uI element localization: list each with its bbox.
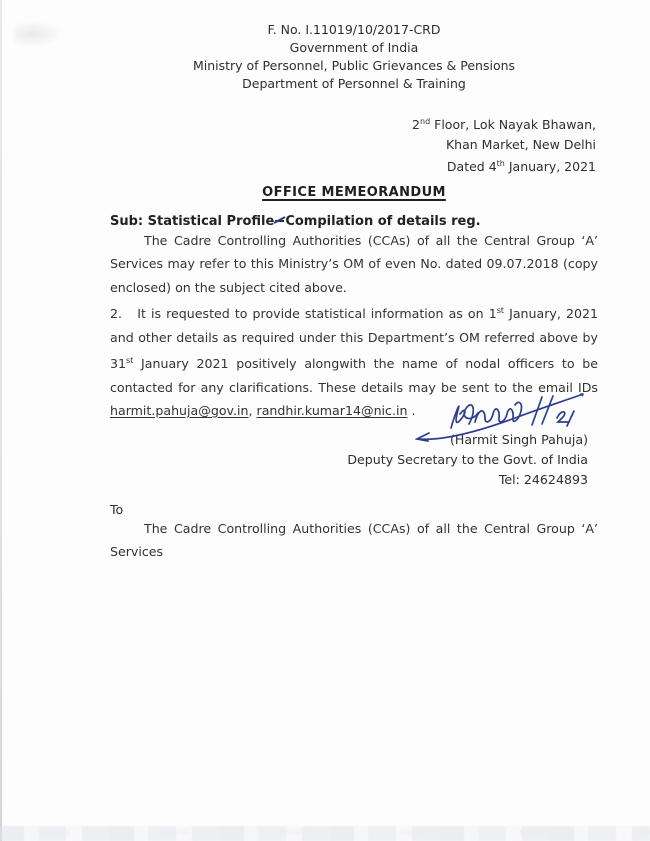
- address-line-2: Khan Market, New Delhi: [445, 136, 596, 152]
- file-number: F. No. I.11019/10/2017-CRD: [267, 22, 441, 37]
- memo-content: [110, 0, 598, 564]
- org-line-department: Department of Personnel & Training: [242, 76, 466, 91]
- addressee: The Cadre Controlling Authorities (CCAs) of all the Central Group ‘A’ Services: [110, 520, 598, 559]
- memo-title: OFFICE MEMEORANDUM: [262, 184, 446, 200]
- scan-bottom-artifact-2: [0, 829, 650, 835]
- address-date-block: [110, 112, 598, 177]
- to-label: To: [110, 501, 124, 517]
- ordinal-superscript: st: [496, 306, 505, 315]
- email-link-randhir[interactable]: randhir.kumar14@nic.in: [256, 403, 408, 418]
- signatory-name: (Harmit Singh Pahuja): [449, 431, 588, 447]
- ordinal-superscript: nd: [420, 117, 431, 126]
- letterhead: [110, 21, 598, 93]
- ordinal-superscript: st: [126, 356, 134, 365]
- org-line-ministry: Ministry of Personnel, Public Grievances & Pensions: [192, 58, 516, 73]
- org-line-government: Government of India: [289, 40, 419, 55]
- email-link-harmit[interactable]: harmit.pahuja@gov.in: [110, 403, 249, 418]
- pen-stroke-mark: [274, 214, 285, 226]
- signature-block: [110, 430, 598, 490]
- scan-smudge-artifact: [14, 22, 60, 46]
- date-line: Dated 4th January, 2021: [446, 159, 596, 174]
- address-line-1: 2nd Floor, Lok Nayak Bhawan,: [412, 117, 596, 132]
- paragraph-1: The Cadre Controlling Authorities (CCAs) of all the Central Group ‘A’ Services may refer to this Ministry’s OM of even No. dated 09.07.2018 (copy enclosed) on the subject cited above.: [110, 232, 598, 295]
- ordinal-superscript: th: [496, 159, 505, 168]
- subject-line: Sub: Statistical Profile Compilation of details reg.: [110, 213, 481, 229]
- signatory-designation: Deputy Secretary to the Govt. of India: [347, 451, 588, 467]
- paragraph-2: 2. It is requested to provide statistical information as on 1st January, 2021 and other details as required under this Department’s OM referred above by 31st January 2021 positively alongwith the name of nodal officers to be contacted for any clarifications. These details may be sent to the email IDs harmit.pahuja@gov.in, randhir.kumar14@nic.in .: [110, 306, 598, 418]
- scan-edge-artifact: [0, 0, 2, 841]
- signatory-phone: Tel: 24624893: [498, 471, 588, 487]
